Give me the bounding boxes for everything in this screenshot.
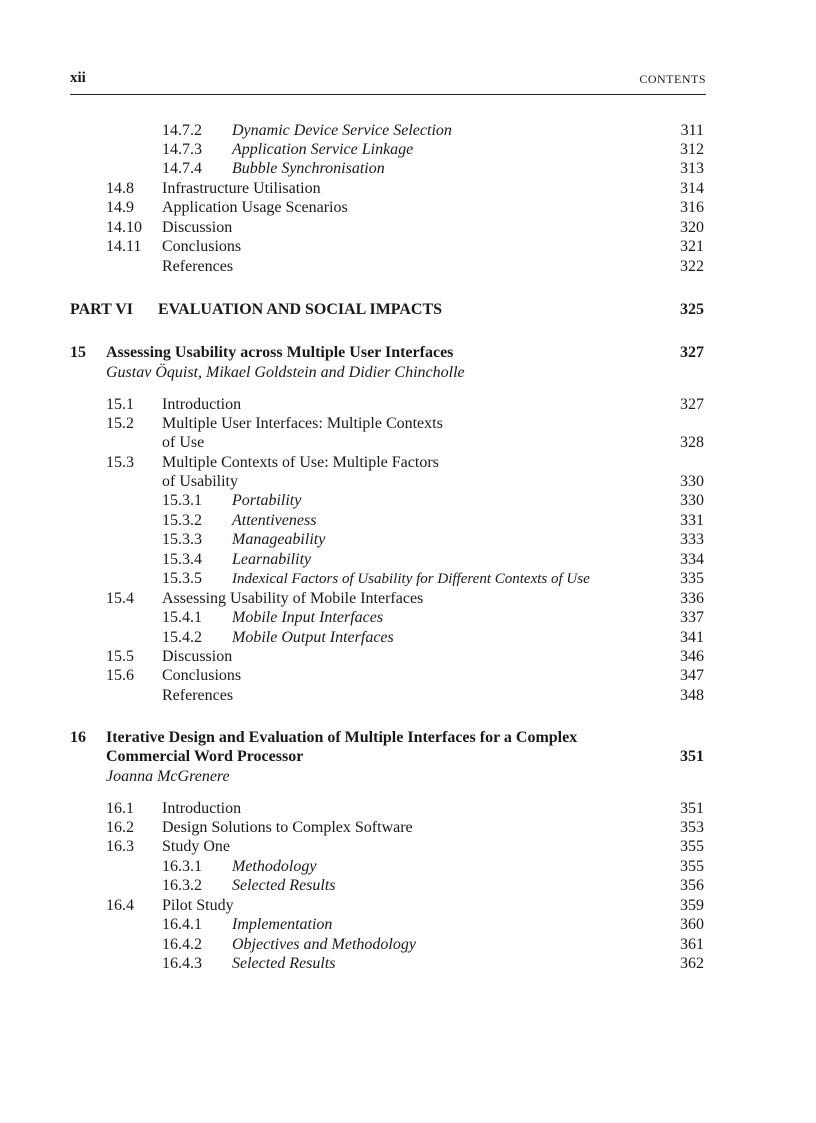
toc-subsection-15-3-5: [0, 569, 816, 589]
page-ref: 316: [680, 199, 704, 216]
section-title: Conclusions: [162, 238, 242, 255]
page-ref: 330: [680, 492, 704, 509]
page-ref: 355: [680, 838, 704, 855]
subsection-number: 16.3.1: [162, 858, 202, 875]
toc-subsection-14-7-3: [0, 140, 816, 160]
section-title: Conclusions: [162, 667, 242, 684]
page-ref: 322: [680, 258, 704, 275]
toc-subsection-15-3-1: [0, 491, 816, 511]
toc-chapter-15-heading: [0, 343, 816, 363]
toc-section-16-3: [0, 837, 816, 857]
toc-part-heading: [0, 300, 816, 320]
toc-section-15-3: [0, 453, 816, 473]
page-ref: 341: [680, 629, 704, 646]
page-header: [70, 70, 706, 95]
toc-section-14-9: [0, 198, 816, 218]
subsection-title: Selected Results: [232, 877, 336, 894]
chapter-authors: Joanna McGrenere: [106, 768, 230, 785]
page-ref: 347: [680, 667, 704, 684]
toc-subsection-14-7-4: [0, 159, 816, 179]
part-title: EVALUATION AND SOCIAL IMPACTS: [158, 301, 443, 318]
toc-subsection-16-3-1: [0, 857, 816, 877]
subsection-title: Indexical Factors of Usability for Different Contexts of Use: [232, 571, 590, 587]
toc-section-15-2: [0, 414, 816, 434]
references-title: References: [162, 687, 234, 704]
subsection-title: Dynamic Device Service Selection: [232, 122, 452, 139]
toc-section-14-8: [0, 179, 816, 199]
subsection-title: Mobile Input Interfaces: [232, 609, 384, 626]
toc-section-16-1: [0, 799, 816, 819]
section-number: 15.4: [106, 590, 134, 607]
toc-chapter-16-heading-cont: [0, 747, 816, 767]
subsection-title: Portability: [232, 492, 302, 509]
section-title-continued: of Use: [162, 434, 205, 451]
toc-section-14-10: [0, 218, 816, 238]
toc-subsection-16-3-2: [0, 876, 816, 896]
toc-section-15-5: [0, 647, 816, 667]
section-number: 15.3: [106, 454, 134, 471]
toc-references-ch15: [0, 686, 816, 706]
page-ref: 327: [680, 344, 704, 361]
subsection-title: Mobile Output Interfaces: [232, 629, 394, 646]
page-ref: 353: [680, 819, 704, 836]
subsection-number: 15.3.4: [162, 551, 202, 568]
toc-section-15-1: [0, 395, 816, 415]
page-ref: 333: [680, 531, 704, 548]
toc-subsection-16-4-3: [0, 954, 816, 974]
chapter-authors: Gustav Öquist, Mikael Goldstein and Didier Chincholle: [106, 364, 465, 381]
page-ref: 351: [680, 748, 704, 765]
section-title-continued: of Usability: [162, 473, 238, 490]
toc-subsection-15-4-2: [0, 628, 816, 648]
page-number: xii: [70, 70, 86, 86]
subsection-number: 15.4.1: [162, 609, 202, 626]
page-ref: 335: [680, 570, 704, 587]
page-ref: 348: [680, 687, 704, 704]
toc-subsection-14-7-2: [0, 121, 816, 141]
section-title: Application Usage Scenarios: [162, 199, 348, 216]
page-ref: 321: [680, 238, 704, 255]
toc-chapter-16-authors: [0, 767, 816, 787]
page-ref: 327: [680, 396, 704, 413]
page-ref: 336: [680, 590, 704, 607]
page-ref: 328: [680, 434, 704, 451]
page-ref: 313: [680, 160, 704, 177]
subsection-number: 14.7.4: [162, 160, 202, 177]
section-title: Study One: [162, 838, 230, 855]
section-number: 15.6: [106, 667, 134, 684]
subsection-number: 16.4.2: [162, 936, 202, 953]
section-title: Discussion: [162, 648, 233, 665]
running-head: CONTENTS: [639, 72, 706, 86]
subsection-title: Attentiveness: [232, 512, 317, 529]
toc-section-15-3-cont: [0, 472, 816, 492]
subsection-number: 15.3.5: [162, 570, 202, 587]
page-ref: 359: [680, 897, 704, 914]
section-title: Assessing Usability of Mobile Interfaces: [162, 590, 424, 607]
toc-section-15-2-cont: [0, 433, 816, 453]
page-ref: 360: [680, 916, 704, 933]
section-title: Infrastructure Utilisation: [162, 180, 321, 197]
subsection-number: 15.4.2: [162, 629, 202, 646]
page-ref: 331: [680, 512, 704, 529]
toc-chapter-16-heading: [0, 728, 816, 748]
section-number: 16.4: [106, 897, 134, 914]
subsection-number: 16.4.1: [162, 916, 202, 933]
toc-chapter-15-authors: [0, 363, 816, 383]
toc-section-16-2: [0, 818, 816, 838]
page-ref: 314: [680, 180, 704, 197]
toc-subsection-15-3-2: [0, 511, 816, 531]
subsection-title: Learnability: [232, 551, 312, 568]
toc-subsection-15-3-4: [0, 550, 816, 570]
part-label: PART VI: [70, 301, 134, 318]
toc-subsection-16-4-2: [0, 935, 816, 955]
page-ref: 334: [680, 551, 704, 568]
section-number: 14.10: [106, 219, 142, 236]
section-number: 16.2: [106, 819, 134, 836]
page-ref: 325: [680, 301, 704, 318]
section-number: 15.5: [106, 648, 134, 665]
page-ref: 320: [680, 219, 704, 236]
page-ref: 362: [680, 955, 704, 972]
chapter-title: Iterative Design and Evaluation of Multiple Interfaces for a Complex: [106, 729, 578, 746]
page-ref: 330: [680, 473, 704, 490]
subsection-title: Bubble Synchronisation: [232, 160, 385, 177]
toc-references-ch14: [0, 257, 816, 277]
subsection-number: 14.7.3: [162, 141, 202, 158]
chapter-number: 15: [70, 344, 86, 361]
subsection-number: 16.4.3: [162, 955, 202, 972]
toc-subsection-15-4-1: [0, 608, 816, 628]
section-title: Introduction: [162, 396, 242, 413]
page-ref: 312: [680, 141, 704, 158]
chapter-title-continued: Commercial Word Processor: [106, 748, 304, 765]
subsection-title: Implementation: [232, 916, 333, 933]
section-number: 15.1: [106, 396, 134, 413]
toc-section-15-6: [0, 666, 816, 686]
references-title: References: [162, 258, 234, 275]
section-title: Discussion: [162, 219, 233, 236]
section-number: 15.2: [106, 415, 134, 432]
subsection-number: 14.7.2: [162, 122, 202, 139]
section-number: 14.9: [106, 199, 134, 216]
toc-subsection-15-3-3: [0, 530, 816, 550]
page-ref: 311: [680, 122, 704, 139]
section-number: 14.11: [106, 238, 142, 255]
section-title: Multiple Contexts of Use: Multiple Factors: [162, 454, 439, 471]
toc-section-15-4: [0, 589, 816, 609]
section-number: 16.3: [106, 838, 134, 855]
section-title: Pilot Study: [162, 897, 234, 914]
page-ref: 351: [680, 800, 704, 817]
page-ref: 361: [680, 936, 704, 953]
subsection-number: 15.3.1: [162, 492, 202, 509]
toc-subsection-16-4-1: [0, 915, 816, 935]
section-title: Multiple User Interfaces: Multiple Contexts: [162, 415, 443, 432]
subsection-number: 15.3.3: [162, 531, 202, 548]
page-ref: 355: [680, 858, 704, 875]
subsection-number: 15.3.2: [162, 512, 202, 529]
section-title: Introduction: [162, 800, 242, 817]
chapter-title: Assessing Usability across Multiple User Interfaces: [106, 344, 454, 361]
toc-section-14-11: [0, 237, 816, 257]
page-ref: 356: [680, 877, 704, 894]
page-ref: 337: [680, 609, 704, 626]
section-title: Design Solutions to Complex Software: [162, 819, 413, 836]
page-ref: 346: [680, 648, 704, 665]
subsection-title: Objectives and Methodology: [232, 936, 416, 953]
subsection-title: Manageability: [232, 531, 326, 548]
subsection-title: Application Service Linkage: [232, 141, 414, 158]
chapter-number: 16: [70, 729, 86, 746]
subsection-number: 16.3.2: [162, 877, 202, 894]
subsection-title: Methodology: [232, 858, 317, 875]
toc-section-16-4: [0, 896, 816, 916]
section-number: 14.8: [106, 180, 134, 197]
subsection-title: Selected Results: [232, 955, 336, 972]
section-number: 16.1: [106, 800, 134, 817]
